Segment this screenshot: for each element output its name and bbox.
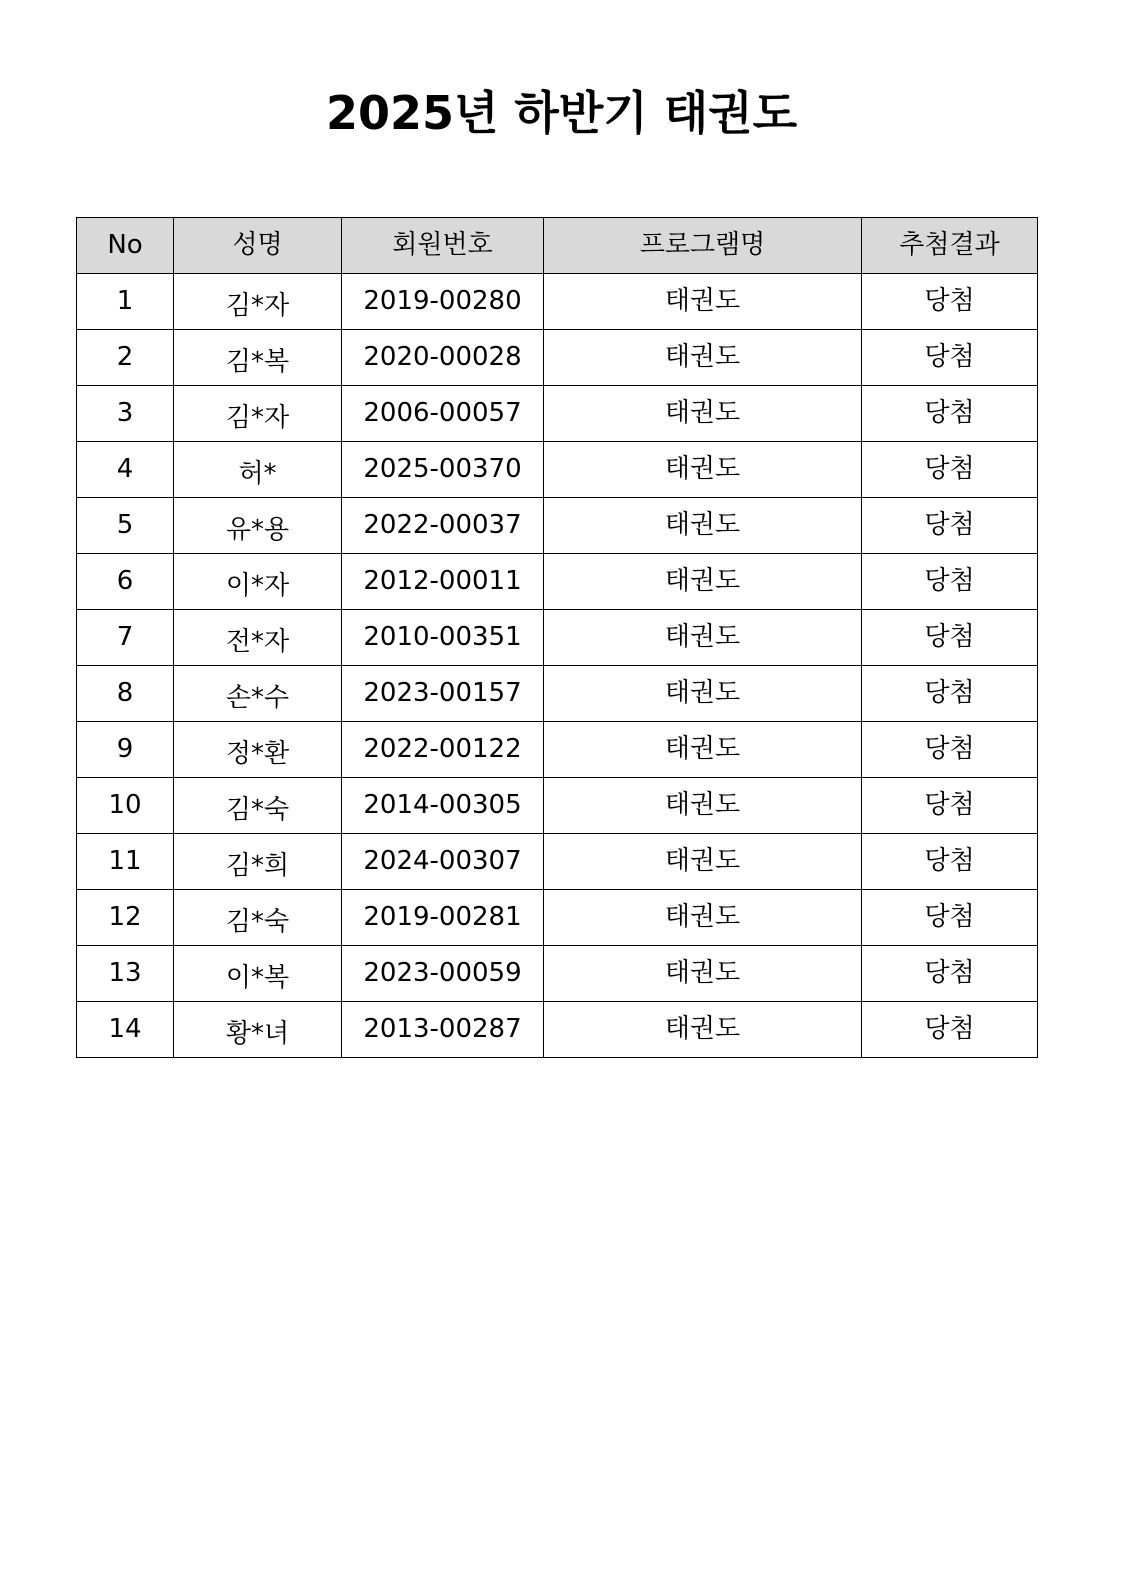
cell-member-number: 2025-00370 — [342, 442, 544, 498]
cell-draw-result: 당첨 — [862, 890, 1038, 946]
table-row — [77, 610, 1038, 666]
cell-no: 8 — [77, 666, 174, 722]
masked-name-text: 유*용 — [225, 515, 290, 545]
cell-member-number: 2014-00305 — [342, 778, 544, 834]
cell-draw-result: 당첨 — [862, 834, 1038, 890]
cell-program-name: 태권도 — [544, 834, 862, 890]
table-row — [77, 442, 1038, 498]
cell-program-name: 태권도 — [544, 946, 862, 1002]
header-draw-result: 추첨결과 — [862, 218, 1038, 274]
cell-program-name: 태권도 — [544, 890, 862, 946]
masked-name-text: 김*자 — [225, 403, 290, 433]
cell-draw-result: 당첨 — [862, 946, 1038, 1002]
cell-draw-result: 당첨 — [862, 330, 1038, 386]
cell-name — [174, 1002, 342, 1058]
cell-member-number: 2023-00157 — [342, 666, 544, 722]
cell-member-number: 2006-00057 — [342, 386, 544, 442]
cell-name — [174, 386, 342, 442]
masked-name-text: 정*환 — [225, 739, 290, 769]
cell-no: 2 — [77, 330, 174, 386]
header-name: 성명 — [174, 218, 342, 274]
cell-no: 6 — [77, 554, 174, 610]
cell-draw-result: 당첨 — [862, 442, 1038, 498]
cell-no: 14 — [77, 1002, 174, 1058]
cell-draw-result: 당첨 — [862, 498, 1038, 554]
page-title: 2025년 하반기 태권도 — [325, 86, 798, 140]
cell-no: 11 — [77, 834, 174, 890]
cell-member-number: 2019-00280 — [342, 274, 544, 330]
table-row — [77, 778, 1038, 834]
cell-program-name: 태권도 — [544, 498, 862, 554]
masked-name-text: 김*희 — [225, 851, 290, 881]
cell-program-name: 태권도 — [544, 442, 862, 498]
cell-program-name: 태권도 — [544, 610, 862, 666]
cell-no: 5 — [77, 498, 174, 554]
cell-name — [174, 610, 342, 666]
table-row — [77, 274, 1038, 330]
cell-no: 1 — [77, 274, 174, 330]
cell-name — [174, 946, 342, 1002]
cell-member-number: 2024-00307 — [342, 834, 544, 890]
header-row — [77, 218, 1038, 274]
cell-member-number: 2013-00287 — [342, 1002, 544, 1058]
table-row — [77, 722, 1038, 778]
cell-draw-result: 당첨 — [862, 386, 1038, 442]
lottery-result-table — [76, 217, 1038, 1058]
cell-name — [174, 498, 342, 554]
cell-no: 4 — [77, 442, 174, 498]
cell-draw-result: 당첨 — [862, 1002, 1038, 1058]
cell-member-number: 2012-00011 — [342, 554, 544, 610]
cell-draw-result: 당첨 — [862, 554, 1038, 610]
cell-program-name: 태권도 — [544, 1002, 862, 1058]
cell-member-number: 2022-00122 — [342, 722, 544, 778]
cell-name — [174, 722, 342, 778]
table-row — [77, 666, 1038, 722]
masked-name-text: 허* — [238, 459, 277, 489]
masked-name-text: 김*복 — [225, 347, 290, 377]
masked-name-text: 황*녀 — [225, 1019, 290, 1049]
cell-program-name: 태권도 — [544, 274, 862, 330]
cell-name — [174, 274, 342, 330]
header-program-name: 프로그램명 — [544, 218, 862, 274]
cell-member-number: 2010-00351 — [342, 610, 544, 666]
header-no: No — [77, 218, 174, 274]
cell-draw-result: 당첨 — [862, 274, 1038, 330]
cell-no: 12 — [77, 890, 174, 946]
cell-no: 13 — [77, 946, 174, 1002]
table-row — [77, 834, 1038, 890]
masked-name-text: 이*복 — [225, 963, 290, 993]
cell-name — [174, 890, 342, 946]
cell-member-number: 2023-00059 — [342, 946, 544, 1002]
table-row — [77, 946, 1038, 1002]
cell-no: 3 — [77, 386, 174, 442]
cell-no: 9 — [77, 722, 174, 778]
masked-name-text: 손*수 — [225, 683, 290, 713]
masked-name-text: 전*자 — [225, 627, 290, 657]
masked-name-text: 이*자 — [225, 571, 290, 601]
cell-name — [174, 834, 342, 890]
cell-program-name: 태권도 — [544, 666, 862, 722]
cell-no: 7 — [77, 610, 174, 666]
cell-member-number: 2019-00281 — [342, 890, 544, 946]
cell-no: 10 — [77, 778, 174, 834]
cell-draw-result: 당첨 — [862, 778, 1038, 834]
table-body — [77, 274, 1038, 1058]
cell-program-name: 태권도 — [544, 722, 862, 778]
cell-name — [174, 330, 342, 386]
masked-name-text: 김*숙 — [225, 795, 290, 825]
table-row — [77, 330, 1038, 386]
header-member-number: 회원번호 — [342, 218, 544, 274]
cell-program-name: 태권도 — [544, 778, 862, 834]
cell-name — [174, 778, 342, 834]
table-row — [77, 498, 1038, 554]
table-row — [77, 554, 1038, 610]
cell-draw-result: 당첨 — [862, 666, 1038, 722]
cell-program-name: 태권도 — [544, 386, 862, 442]
table-row — [77, 1002, 1038, 1058]
cell-member-number: 2022-00037 — [342, 498, 544, 554]
table-row — [77, 890, 1038, 946]
cell-draw-result: 당첨 — [862, 722, 1038, 778]
table-row — [77, 386, 1038, 442]
cell-draw-result: 당첨 — [862, 610, 1038, 666]
masked-name-text: 김*숙 — [225, 907, 290, 937]
cell-program-name: 태권도 — [544, 554, 862, 610]
cell-program-name: 태권도 — [544, 330, 862, 386]
cell-member-number: 2020-00028 — [342, 330, 544, 386]
cell-name — [174, 442, 342, 498]
cell-name — [174, 554, 342, 610]
cell-name — [174, 666, 342, 722]
table-header — [77, 218, 1038, 274]
masked-name-text: 김*자 — [225, 291, 290, 321]
